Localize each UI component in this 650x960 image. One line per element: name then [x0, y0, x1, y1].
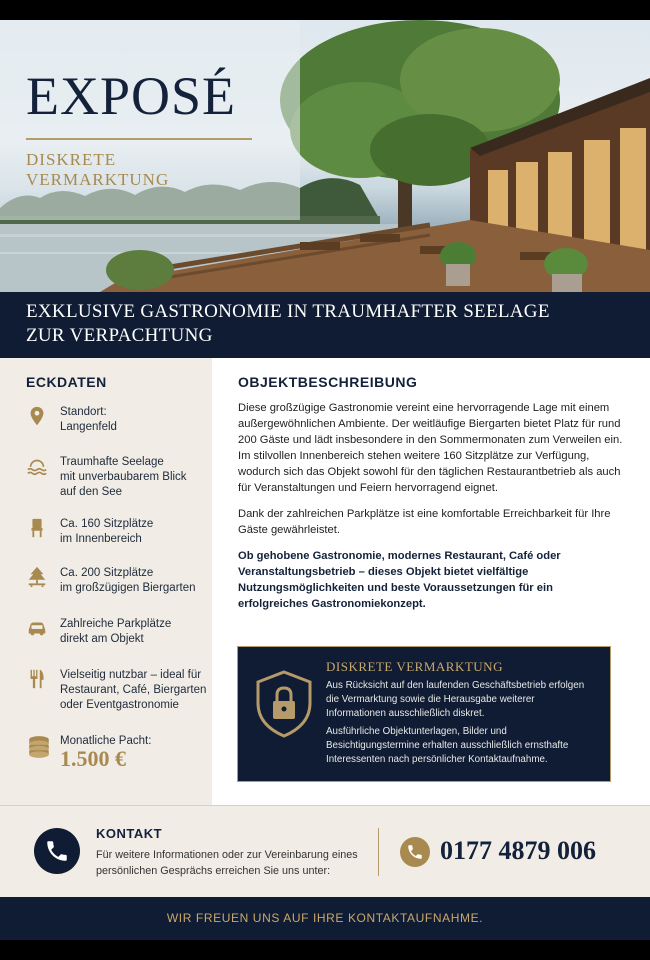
description-paragraph-2: Dank der zahlreichen Parkplätze ist eine komfortable Erreichbarkeit für Ihre Gäste gewährleistet. [238, 508, 611, 536]
fact-parking-text [60, 617, 210, 647]
eckdaten-heading: ECKDATEN [26, 374, 107, 390]
hero-section [0, 20, 650, 292]
title-divider [26, 138, 252, 140]
chair-icon [26, 517, 48, 539]
fact-line: Traumhafte Seelage [60, 456, 164, 468]
headline-line-2: ZUR VERPACHTUNG [26, 325, 213, 346]
price-value: 1.500 € [60, 746, 126, 771]
brand-block [26, 68, 254, 190]
phone-icon [44, 838, 70, 864]
shield-lock-icon [254, 669, 314, 739]
discreet-heading: DISKRETE VERMARKTUNG [326, 659, 503, 674]
fact-versatile-text [60, 668, 210, 713]
fact-line: Standort: [60, 406, 107, 418]
phone-badge [34, 828, 80, 874]
discreet-paragraph-1: Aus Rücksicht auf den laufenden Geschäftsbetrieb erfolgen die Vermarktung sowie die Herausgabe weiterer Informationen ausschließlich diskret. [326, 680, 585, 719]
coin-stack-icon [26, 734, 52, 760]
fact-price-text [60, 734, 210, 771]
description-panel [212, 358, 650, 805]
fact-lake-text [60, 455, 210, 500]
contact-text: Für weitere Informationen oder zur Vereinbarung eines persönlichen Gesprächs erreichen Sie uns unter: [96, 849, 358, 877]
fact-garden-seats-text [60, 566, 210, 596]
fact-indoor-seats-text [60, 517, 210, 547]
fact-line: Zahlreiche Parkplätze [60, 618, 172, 630]
fact-line: oder Eventgastronomie [60, 699, 179, 711]
discreet-paragraph-2: Ausführliche Objektunterlagen, Bilder und Besichtigungstermine erhalten ausschließlich ernsthafte Interessenten nach persönlicher Kontaktaufnahme. [326, 726, 569, 765]
fact-line: direkt am Objekt [60, 633, 144, 645]
phone-number-link[interactable]: 0177 4879 006 [440, 836, 596, 865]
fact-line: auf den See [60, 486, 123, 498]
contact-heading: KONTAKT [96, 826, 163, 841]
fact-line: im Innenbereich [60, 533, 142, 545]
fact-line: Ca. 200 Sitzplätze [60, 567, 154, 579]
fork-knife-icon [26, 668, 48, 690]
fact-location-text [60, 405, 210, 435]
page-title: EXPOSÉ [26, 66, 237, 126]
beer-garden-icon [26, 566, 48, 588]
contact-section [0, 805, 650, 897]
fact-line: Restaurant, Café, Biergarten [60, 684, 207, 696]
description-paragraph-3: Ob gehobene Gastronomie, modernes Restaurant, Café oder Veranstaltungsbetrieb – dieses Objekt bietet vielfältige Nutzungsmöglichkeiten und beste Voraussetzungen für ein erfolgreiches Gastronomiekonzept. [238, 550, 561, 610]
lake-waves-icon [26, 455, 48, 477]
description-paragraph-1: Diese großzügige Gastronomie vereint eine hervorragende Lage mit einem außergewöhnlichen Ambiente. Der weitläufige Biergarten bietet Platz für rund 200 Gäste und lädt insbesondere in den Sommermonaten zum Verweilen ein. Im stilvollen Innenbereich stehen weitere 160 Sitzplätze zur Verfügung, wodurch sich das Objekt sowohl für den täglichen Restaurantbetrieb als auch für Veranstaltungen und Feiern hervorragend eignet. [238, 402, 623, 494]
contact-divider [378, 828, 379, 876]
description-heading: OBJEKTBESCHREIBUNG [238, 374, 418, 390]
fact-line: Vielseitig nutzbar – ideal für [60, 669, 202, 681]
page-subtitle: DISKRETE VERMARKTUNG [26, 150, 170, 189]
fact-line: im großzügigen Biergarten [60, 582, 196, 594]
car-icon [26, 617, 48, 639]
headline-banner [0, 292, 650, 358]
footer-banner: WIR FREUEN UNS AUF IHRE KONTAKTAUFNAHME. [0, 897, 650, 940]
phone-number-badge [400, 837, 430, 867]
discreet-marketing-box [237, 646, 611, 782]
fact-line: mit unverbaubarem Blick [60, 471, 187, 483]
headline-line-1: EXKLUSIVE GASTRONOMIE IN TRAUMHAFTER SEELAGE [26, 301, 550, 322]
price-label: Monatliche Pacht: [60, 735, 152, 747]
fact-line: Ca. 160 Sitzplätze [60, 518, 154, 530]
location-pin-icon [26, 405, 48, 427]
phone-icon [406, 843, 424, 861]
fact-line: Langenfeld [60, 421, 117, 433]
